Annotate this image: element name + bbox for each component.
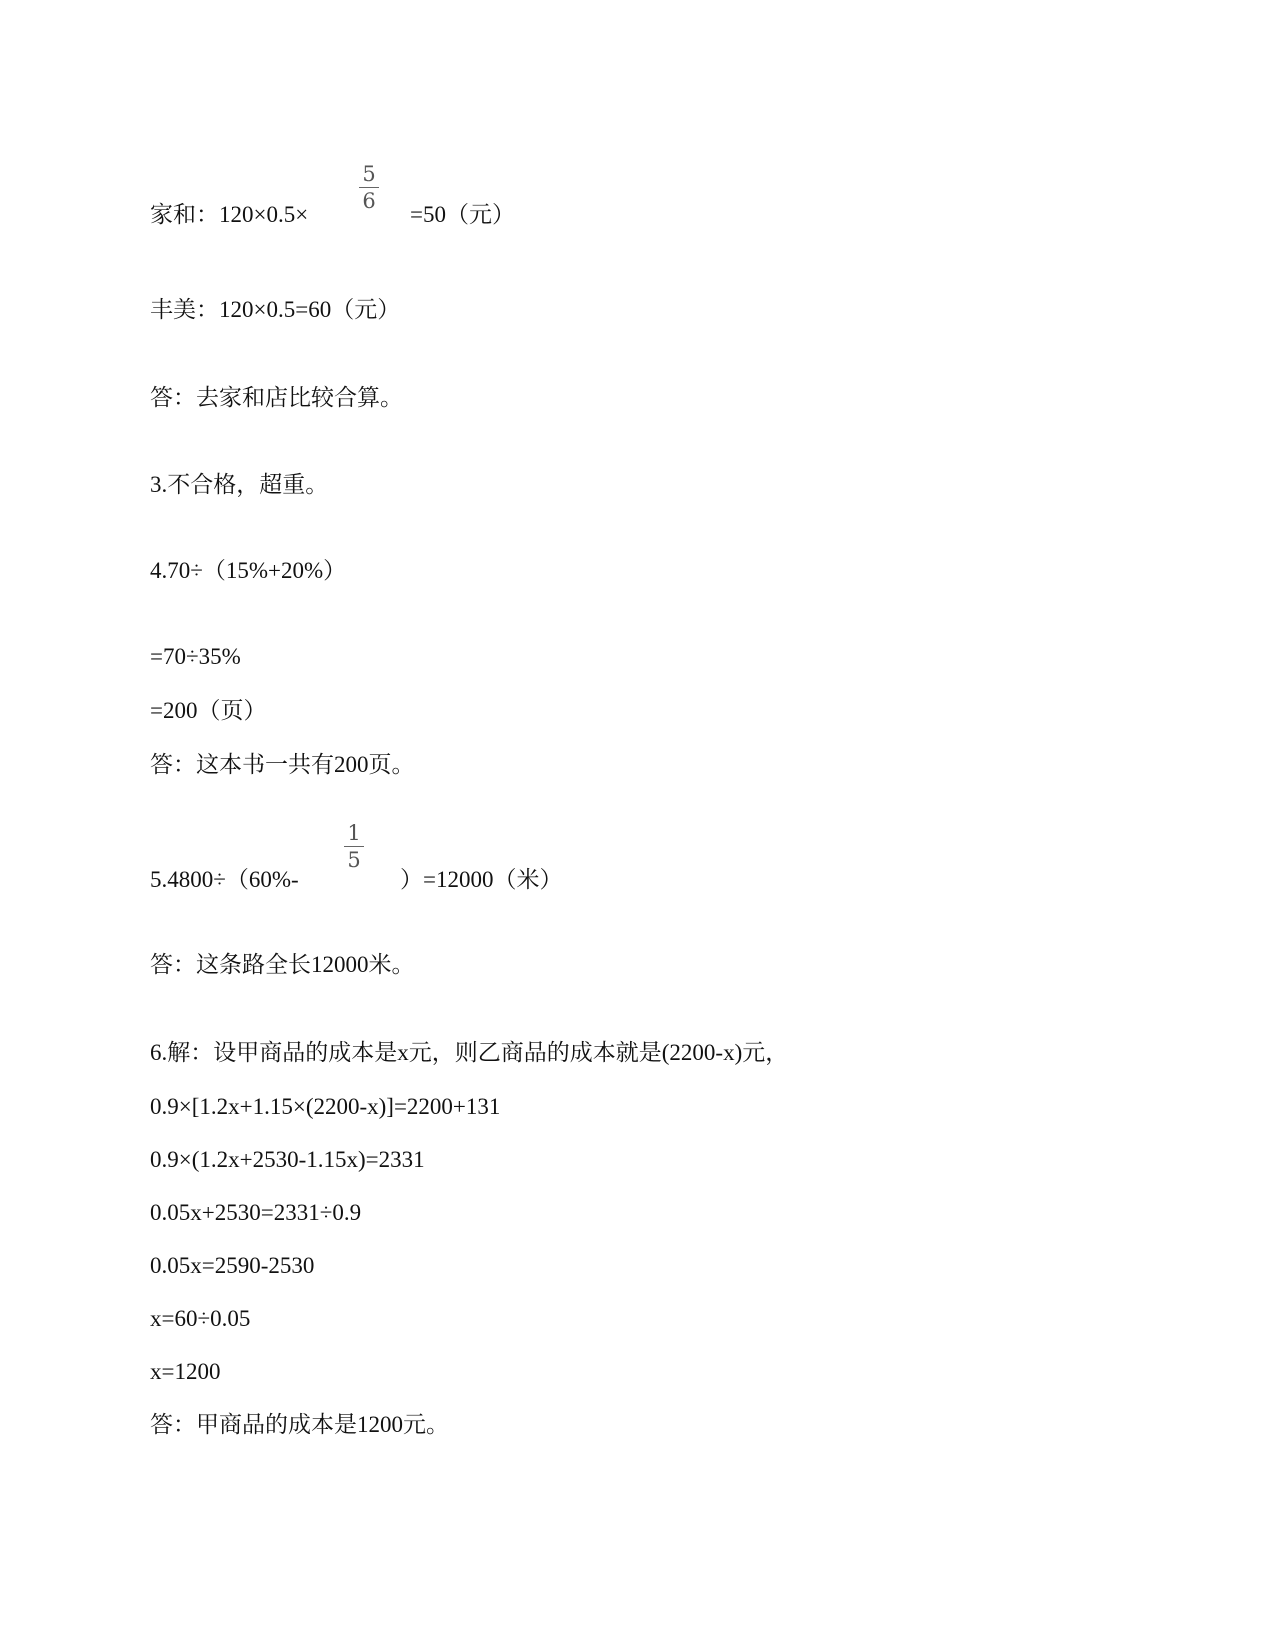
answer-q4-step1: 4.70÷（15%+20%） bbox=[150, 558, 347, 583]
fraction-bar bbox=[359, 187, 379, 188]
answer-q4-step2: =70÷35% bbox=[150, 644, 241, 669]
answer-conclusion-store: 答：去家和店比较合算。 bbox=[150, 385, 403, 410]
answer-q6-step3: 0.05x+2530=2331÷0.9 bbox=[150, 1200, 362, 1225]
answer-q6-step2: 0.9×(1.2x+2530-1.15x)=2331 bbox=[150, 1147, 425, 1172]
answer-q5-conclusion: 答：这条路全长12000米。 bbox=[150, 952, 415, 977]
q5-expression-left: 5.4800÷（60%- bbox=[150, 867, 299, 892]
answer-line-jiahe bbox=[150, 200, 550, 230]
fraction-denominator: 6 bbox=[362, 189, 376, 213]
jiahe-result: =50（元） bbox=[410, 202, 515, 227]
answer-q6-step6: x=1200 bbox=[150, 1359, 221, 1384]
answer-q4-step3: =200（页） bbox=[150, 698, 267, 723]
answer-q6-setup: 6.解：设甲商品的成本是x元，则乙商品的成本就是(2200-x)元， bbox=[150, 1040, 789, 1065]
fraction-five-sixths bbox=[357, 163, 381, 212]
answer-q6-step5: x=60÷0.05 bbox=[150, 1306, 251, 1331]
q5-expression-right: ）=12000（米） bbox=[400, 867, 563, 892]
answer-q3: 3.不合格，超重。 bbox=[150, 472, 329, 497]
fraction-numerator: 1 bbox=[347, 821, 361, 845]
answer-q6-step4: 0.05x=2590-2530 bbox=[150, 1253, 315, 1278]
fraction-numerator: 5 bbox=[362, 162, 376, 186]
fraction-one-fifth bbox=[342, 822, 366, 871]
jiahe-expression: 家和：120×0.5× bbox=[150, 202, 309, 227]
answer-q6-conclusion: 答：甲商品的成本是1200元。 bbox=[150, 1412, 449, 1437]
answer-q4-conclusion: 答：这本书一共有200页。 bbox=[150, 752, 415, 777]
fraction-bar bbox=[344, 846, 364, 847]
answer-line-fengmei: 丰美：120×0.5=60（元） bbox=[150, 297, 401, 322]
fraction-denominator: 5 bbox=[347, 848, 361, 872]
answer-q6-step1: 0.9×[1.2x+1.15×(2200-x)]=2200+131 bbox=[150, 1094, 501, 1119]
answer-q5-expression bbox=[150, 865, 650, 895]
